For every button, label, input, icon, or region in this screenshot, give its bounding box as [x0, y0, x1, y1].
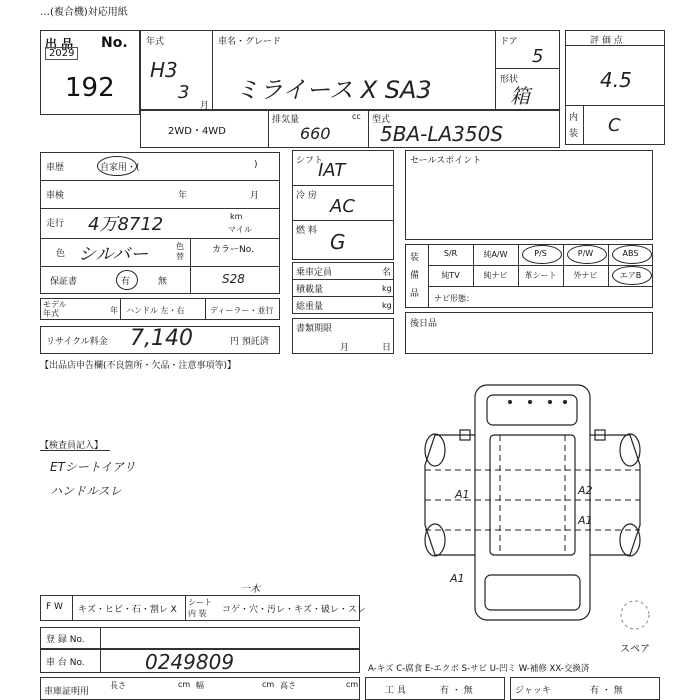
year-value: H3	[150, 58, 178, 82]
shaken-month: 月	[250, 191, 260, 201]
lot-stamp: 2029	[45, 47, 78, 60]
mileage-label: 走行	[46, 219, 65, 229]
warranty-no: 無	[158, 277, 168, 287]
fuel-label: 燃 料	[296, 226, 317, 236]
equipment-label-2: 備	[410, 271, 420, 281]
color-label: 色	[56, 249, 66, 259]
drive-label: 2WD・4WD	[168, 126, 226, 137]
inspector-note-2: ハンドルスレ	[50, 484, 122, 498]
docs-day: 日	[382, 343, 392, 353]
fw-label: F W	[46, 602, 63, 612]
seat-label-1: シート	[188, 598, 212, 607]
seat-options: コゲ・穴・汚レ・キズ・破レ・スレ	[222, 605, 366, 615]
equip-sr: S/R	[443, 249, 458, 258]
shift-value: IAT	[318, 160, 346, 181]
width-cm: cm	[262, 680, 275, 689]
sales-point-label: セールスポイント	[410, 156, 482, 166]
width-label: 幅	[196, 681, 204, 690]
mileage-value: 4万8712	[88, 214, 164, 235]
chassis-label: 車 台 No.	[46, 658, 85, 668]
month-value: 3	[178, 82, 190, 103]
length-cm: cm	[178, 680, 191, 689]
month-unit: 月	[200, 101, 210, 111]
warehouse-label: 車庫証明用	[44, 687, 90, 697]
inspector-note-1: ETシートイアリ	[50, 460, 136, 474]
load-unit: kg	[382, 284, 392, 293]
equipment-label-3: 品	[410, 289, 420, 299]
damage-mark-3: A1	[578, 514, 593, 527]
capacity-unit: 名	[382, 268, 392, 278]
name-label: 車名・グレード	[218, 37, 282, 47]
damage-mark-2: A2	[578, 484, 593, 497]
damage-legend: A-キズ C-腐食 E-エクボ S-サビ U-凹ミ W-補修 XX-交換済	[368, 664, 590, 674]
no-label: No.	[101, 35, 128, 51]
header-top-line: …(複合機)対応用紙	[40, 7, 128, 18]
car-diagram	[405, 375, 660, 635]
interior-label-2: 装	[569, 129, 579, 139]
lot-number: 192	[65, 73, 115, 103]
interior-value: C	[608, 115, 621, 136]
damage-mark-1: A1	[455, 488, 470, 501]
color-value: シルバー	[78, 244, 149, 265]
shaken-label: 車検	[46, 191, 65, 201]
shape-label: 形状	[500, 75, 519, 85]
aftermarket-label: 後日品	[410, 319, 438, 329]
displacement-value: 660	[300, 124, 331, 143]
model-year-unit: 年	[110, 306, 118, 315]
reg-row	[40, 627, 360, 649]
color-no-label: カラーNo.	[212, 245, 254, 255]
name-value: ミライース X SA3	[235, 76, 432, 104]
displacement-unit: cc	[352, 112, 361, 121]
equip-ext-navi: 外ナビ	[573, 271, 598, 280]
equip-pw: P/W	[577, 249, 594, 258]
fuel-value: G	[330, 230, 346, 254]
docs-month: 月	[340, 343, 350, 353]
fw-options: キズ・ヒビ・石・割レ X	[78, 605, 177, 615]
mileage-mile: マイル	[228, 225, 252, 234]
model-value: 5BA-LA350S	[380, 122, 504, 146]
color-no-value: S28	[222, 272, 245, 286]
equip-aw: 純A/W	[483, 250, 508, 259]
tool-label: 工 具	[385, 686, 406, 696]
displacement-label: 排気量	[272, 115, 300, 125]
recycle-label: リサイクル料金	[46, 337, 108, 347]
mileage-unit: km	[230, 212, 243, 221]
grade-title: 評 価 点	[590, 36, 623, 46]
grade-score: 4.5	[600, 68, 632, 92]
reg-label: 登 録 No.	[46, 635, 85, 645]
capacity-label: 乗車定員	[296, 268, 333, 278]
shape-value: 箱	[510, 84, 530, 108]
equip-airbag: エアB	[619, 271, 642, 280]
model-label: 型式	[372, 115, 391, 125]
equip-leather: 革シート	[524, 271, 557, 280]
spare-label: スペア	[620, 644, 650, 655]
history-close: )	[254, 160, 258, 170]
recycle-unit: 円 預託済	[230, 337, 269, 347]
declaration-label: 【出品店申告欄(不良箇所・欠品・注意事項等)】	[40, 361, 237, 371]
weight-label: 総重量	[296, 302, 324, 312]
interior-label-1: 内	[569, 113, 579, 123]
shift-label: シフト	[296, 156, 324, 166]
shaken-year: 年	[178, 191, 188, 201]
dealer-label: ディーラー・並行	[210, 306, 274, 315]
history-label: 車歴	[46, 163, 65, 173]
history-options: 自家用・(	[100, 163, 140, 173]
jack-label: ジャッキ	[515, 686, 551, 696]
equip-ps: P/S	[534, 249, 547, 258]
navi-label: ナビ形態：	[434, 294, 474, 303]
chassis-value: 0249809	[145, 650, 235, 674]
door-label: ドア	[500, 37, 518, 47]
damage-mark-4: A1	[450, 572, 465, 585]
jack-options: 有 ・ 無	[590, 686, 623, 696]
warranty-yes: 有	[121, 277, 131, 287]
recycle-value: 7,140	[130, 326, 193, 351]
load-label: 積載量	[296, 285, 324, 295]
exit-label: 出 品	[45, 37, 74, 51]
equip-navi: 純ナビ	[483, 271, 508, 280]
equip-abs: ABS	[622, 249, 639, 258]
length-label: 長さ	[110, 681, 126, 690]
weight-unit: kg	[382, 301, 392, 310]
door-value: 5	[532, 46, 544, 67]
tool-options: 有 ・ 無	[440, 686, 473, 696]
aftermarket-box	[405, 312, 653, 354]
lot-box	[40, 30, 140, 115]
color-change-label: 色替	[176, 242, 184, 261]
seat-label-2: 内 装	[188, 609, 207, 618]
height-cm: cm	[346, 680, 359, 689]
year-label: 年式	[146, 37, 165, 47]
equip-tv: 純TV	[441, 271, 460, 280]
inspector-label: 【検査員記入】	[40, 441, 104, 451]
docs-label: 書類期限	[296, 324, 333, 334]
handle-label: ハンドル 左・右	[126, 306, 185, 315]
equipment-label-1: 装	[410, 253, 420, 263]
ac-label: 冷 房	[296, 191, 317, 201]
model-year-label: モデル年式	[43, 300, 67, 318]
height-label: 高さ	[280, 681, 296, 690]
top-annotation: 一木	[240, 584, 260, 595]
warranty-label: 保証書	[50, 277, 78, 287]
ac-value: AC	[330, 196, 355, 217]
